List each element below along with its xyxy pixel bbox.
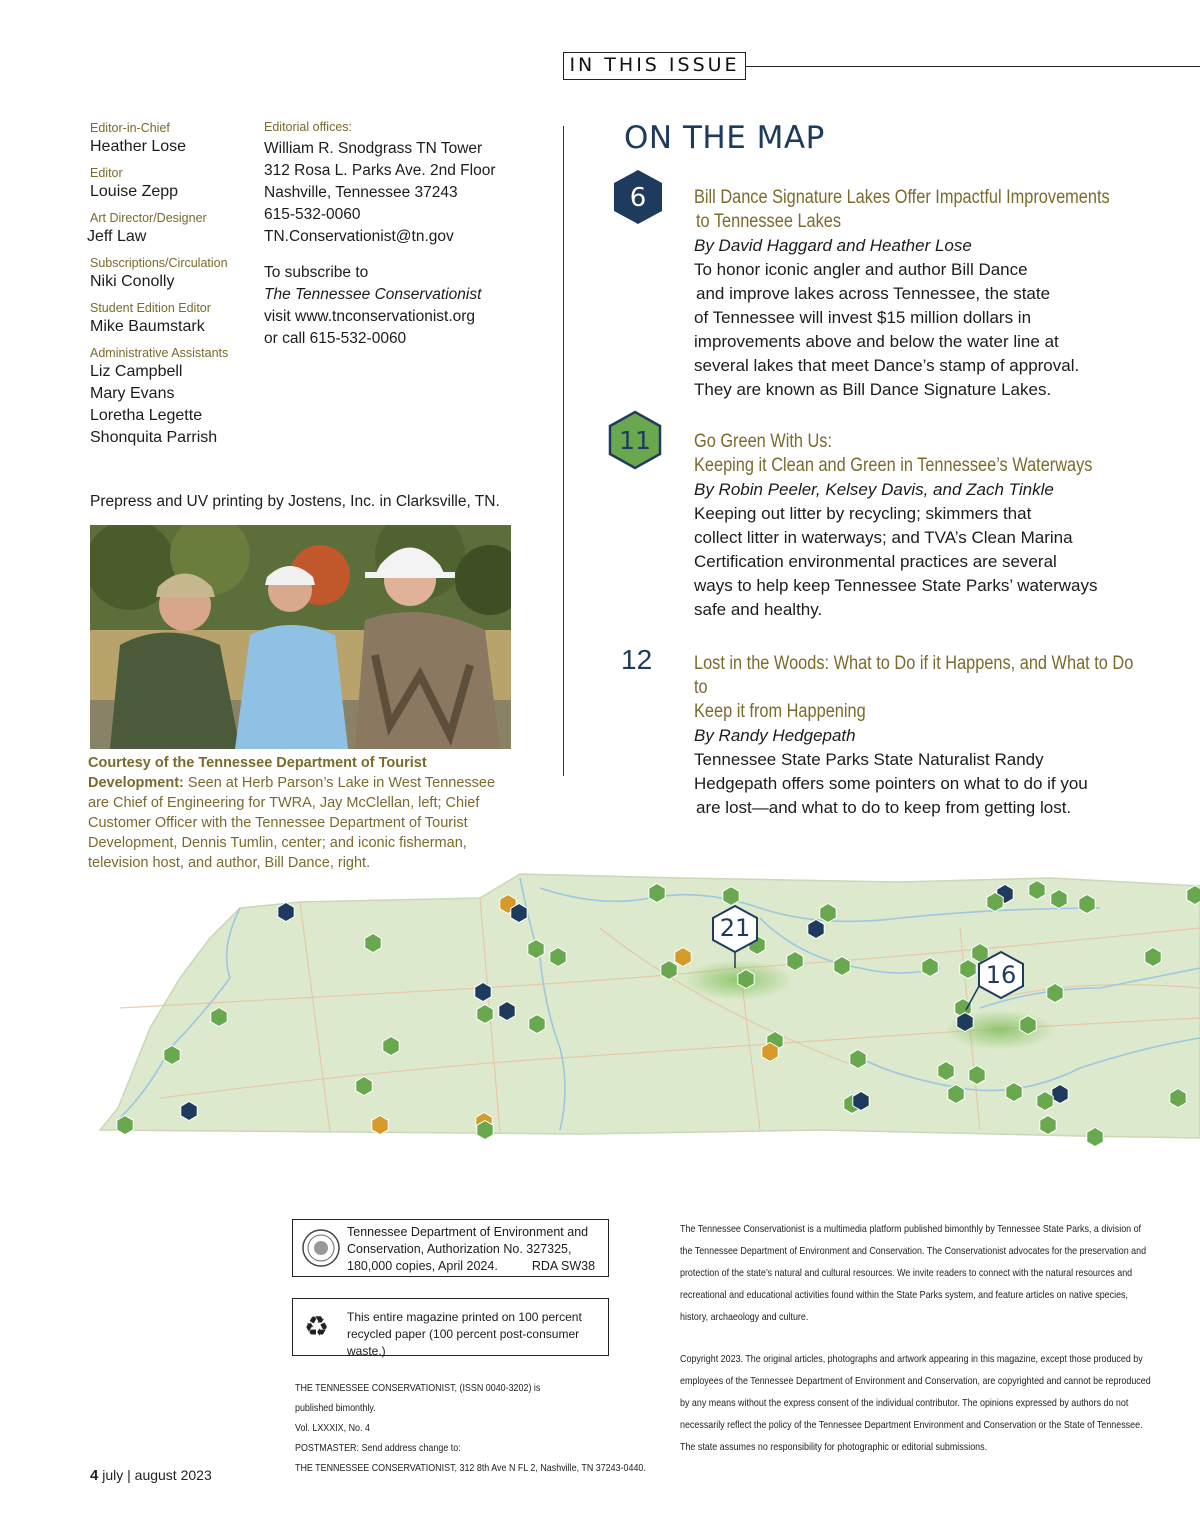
recycled-line: recycled paper (100 percent post-consumer waste.) [347,1327,580,1358]
article-desc: Hedgepath offers some pointers on what to do if you [694,774,1088,793]
folio-page-number: 4 [90,1467,99,1484]
map-illustration [0,868,1200,1158]
rda-code: RDA SW38 [531,1259,596,1273]
park-marker-icon [960,960,976,979]
about-statement [680,1218,1152,1328]
copyright-line: employees of the Tennessee Department of Environment and Conservation, are copyrighted and cannot be reproduced [680,1375,1151,1387]
park-marker-icon [820,904,836,923]
article-entry[interactable] [694,652,1144,820]
article-desc: collect litter in waterways; and TVA’s Clean Marina [694,528,1073,547]
park-marker-icon [511,904,527,923]
page-badge-6[interactable] [612,168,664,226]
park-marker-icon [365,934,381,953]
article-title[interactable]: Bill Dance Signature Lakes Offer Impactful Improvements [694,187,1110,208]
park-marker-icon [1047,984,1063,1003]
office-phone: 615-532-0060 [264,206,361,223]
pub-line: THE TENNESSEE CONSERVATIONIST, 312 8th Ave N FL 2, Nashville, TN 37243-0440. [295,1462,646,1474]
article-desc: several lakes that meet Dance’s stamp of approval. [694,356,1080,375]
park-marker-icon [1145,948,1161,967]
park-marker-icon [1029,881,1045,900]
column-divider [563,126,564,776]
recycled-box [292,1298,609,1356]
park-marker-icon [1052,1085,1068,1104]
park-marker-icon [1079,895,1095,914]
park-marker-icon [181,1102,197,1121]
recycled-text [347,1309,605,1360]
page-folio [90,1467,212,1484]
staff-name: Niki Conolly [90,273,175,290]
park-marker-icon [475,983,491,1002]
park-marker-icon [383,1037,399,1056]
authorization-text [347,1224,605,1275]
about-line: history, archaeology and culture. [680,1311,809,1323]
copyright-line: Copyright 2023. The original articles, photographs and artwork appearing in this magazine, except those produced by [680,1353,1143,1365]
subscribe-magazine: The Tennessee Conservationist [264,286,482,303]
staff-role: Student Edition Editor [90,301,211,315]
subscribe-line: To subscribe to [264,264,369,281]
article-byline: By Robin Peeler, Kelsey Davis, and Zach Tinkle [694,480,1054,499]
park-marker-icon [529,1015,545,1034]
header-rule [746,66,1200,67]
park-marker-icon [938,1062,954,1081]
park-marker-icon [117,1116,133,1135]
recycle-icon: ♻ [304,1311,330,1342]
park-marker-icon [853,1092,869,1111]
park-marker-icon [372,1116,388,1135]
article-title[interactable]: Go Green With Us: [694,431,833,452]
park-marker-icon [987,893,1003,912]
page-number-12[interactable]: 12 [621,644,653,675]
pin-label: 16 [985,961,1017,989]
authorization-box [292,1219,609,1277]
photo-credit: Courtesy of the Tennessee Department of Tourist Development: [88,755,427,791]
article-byline: By Randy Hedgepath [694,726,856,745]
subscribe-phone: or call 615-532-0060 [264,330,407,347]
park-marker-icon [1051,890,1067,909]
staff-name: Heather Lose [90,138,187,155]
park-marker-icon [649,884,665,903]
tennessee-map [0,868,1200,1158]
staff-role: Editor-in-Chief [90,121,170,135]
park-marker-icon [528,940,544,959]
staff-name: Mike Baumstark [90,318,205,335]
article-entry[interactable] [694,186,1144,402]
park-marker-icon [211,1008,227,1027]
photo-illustration [90,525,511,749]
park-marker-icon [762,1043,778,1062]
state-shape [100,874,1200,1138]
article-byline: By David Haggard and Heather Lose [694,236,972,255]
article-desc: They are known as Bill Dance Signature Lakes. [694,380,1052,399]
park-marker-icon [969,1066,985,1085]
article-title[interactable]: Keep it from Happening [694,701,866,722]
article-desc: ways to help keep Tennessee State Parks’ waterways [694,576,1098,595]
article-desc: are lost—and what to do to keep from getting lost. [696,798,1072,817]
authorization-line: Conservation, Authorization No. 327325, [347,1242,572,1256]
park-marker-icon [1040,1116,1056,1135]
copyright-statement [680,1348,1152,1458]
park-marker-icon [550,948,566,967]
folio-issue-date: july | august 2023 [102,1467,212,1483]
staff-group [90,346,228,449]
park-marker-icon [808,920,824,939]
park-marker-icon [723,887,739,906]
on-the-map-heading: ON THE MAP [624,120,825,156]
article-title[interactable]: Keeping it Clean and Green in Tennessee’s Waterways [694,455,1093,476]
editorial-offices [264,120,544,350]
park-marker-icon [922,958,938,977]
staff-group [87,211,228,248]
staff-name: Shonquita Parrish [90,429,218,446]
staff-group [90,166,228,203]
park-marker-icon [738,970,754,989]
staff-name: Louise Zepp [90,183,179,200]
pub-line: Vol. LXXXIX, No. 4 [295,1422,370,1434]
staff-group [90,121,228,158]
staff-role: Subscriptions/Circulation [90,256,228,270]
publication-info [295,1378,646,1478]
park-marker-icon [499,1002,515,1021]
authorization-line [347,1258,605,1275]
staff-name: Liz Campbell [90,363,183,380]
state-seal-icon [301,1228,341,1268]
article-entry[interactable] [694,430,1144,622]
copies-count: 180,000 copies, April 2024. [347,1259,498,1273]
about-line: The Tennessee Conservationist is a multimedia platform published bimonthly by Tennessee State Parks, a division of [680,1223,1142,1235]
staff-group [90,301,228,338]
office-line: William R. Snodgrass TN Tower [264,140,483,157]
article-title[interactable]: Lost in the Woods: What to Do if it Happens, and What to Do to [694,653,1134,698]
park-marker-icon [477,1005,493,1024]
about-line: the Tennessee Department of Environment and Conservation. The Conservationist advocates for the preservation and [680,1245,1147,1257]
masthead-staff [87,121,229,457]
about-line: recreational and educational activities found within the State Parks system, and feature articles on native species, [680,1289,1128,1301]
copyright-line: by any means without the express consent of the individual contributor. The opinions expressed by authors do not [680,1397,1129,1409]
park-marker-icon [834,957,850,976]
staff-role: Art Director/Designer [90,211,207,225]
office-line: Nashville, Tennessee 37243 [264,184,458,201]
park-marker-icon [1087,1128,1103,1147]
copyright-line: necessarily reflect the policy of the Tennessee Department Environment and Conservation or the State of Tennessee. [680,1419,1143,1431]
park-marker-icon [948,1085,964,1104]
subscribe-website[interactable]: visit www.tnconservationist.org [264,308,476,325]
badge-number: 11 [619,426,651,455]
article-desc: safe and healthy. [694,600,823,619]
article-desc: of Tennessee will invest $15 million dollars in [694,308,1032,327]
badge-number: 6 [629,183,647,213]
article-desc: and improve lakes across Tennessee, the state [696,284,1051,303]
office-email[interactable]: TN.Conservationist@tn.gov [264,228,454,245]
photo-caption [88,753,518,873]
photo-caption-text: Seen at Herb Parson’s Lake in West Tennessee are Chief of Engineering for TWRA, Jay McClellan, left; Chief Customer Officer with the Tennessee Department of Tourist Development, Dennis Tumlin, center; and iconic fisherman, television host, and author, Bill Dance, right. [88,775,496,871]
park-marker-icon [675,948,691,967]
staff-role: Editor [90,166,123,180]
feature-photo [90,525,511,749]
prepress-credit: Prepress and UV printing by Jostens, Inc. in Clarksville, TN. [90,493,500,510]
staff-name: Jeff Law [87,228,147,245]
section-title: IN THIS ISSUE [563,52,746,80]
offices-label: Editorial offices: [264,120,353,134]
authorization-line: Tennessee Department of Environment and [347,1225,589,1239]
pub-line: POSTMASTER: Send address change to: [295,1442,461,1454]
staff-name: Loretha Legette [90,407,203,424]
page-badge-11[interactable] [608,410,662,470]
park-marker-icon [278,903,294,922]
pub-line: THE TENNESSEE CONSERVATIONIST, (ISSN 0040-3202) is published bimonthly. [295,1382,541,1414]
article-desc: Tennessee State Parks State Naturalist Randy [694,750,1044,769]
park-marker-icon [850,1050,866,1069]
staff-role: Administrative Assistants [90,346,229,360]
staff-group [90,256,228,293]
article-desc: To honor iconic angler and author Bill Dance [694,260,1028,279]
copyright-line: The state assumes no responsibility for photographic or editorial submissions. [680,1441,988,1453]
park-marker-icon [1020,1016,1036,1035]
park-marker-icon [1170,1089,1186,1108]
article-desc: Keeping out litter by recycling; skimmers that [694,504,1032,523]
park-marker-icon [1006,1083,1022,1102]
park-marker-icon [477,1121,493,1140]
park-marker-icon [661,961,677,980]
park-marker-icon [957,1013,973,1032]
pin-label: 21 [719,914,751,942]
article-desc: improvements above and below the water line at [694,332,1059,351]
park-marker-icon [356,1077,372,1096]
article-desc: Certification environmental practices are several [694,552,1057,571]
recycled-line: This entire magazine printed on 100 percent [347,1310,582,1324]
office-line: 312 Rosa L. Parks Ave. 2nd Floor [264,162,496,179]
park-marker-icon [1037,1092,1053,1111]
park-marker-icon [164,1046,180,1065]
park-marker-icon [787,952,803,971]
about-line: protection of the state’s natural and cultural resources. We invite readers to connect with the natural resources and [680,1267,1133,1279]
article-title[interactable]: to Tennessee Lakes [696,211,842,232]
staff-name: Mary Evans [90,385,175,402]
